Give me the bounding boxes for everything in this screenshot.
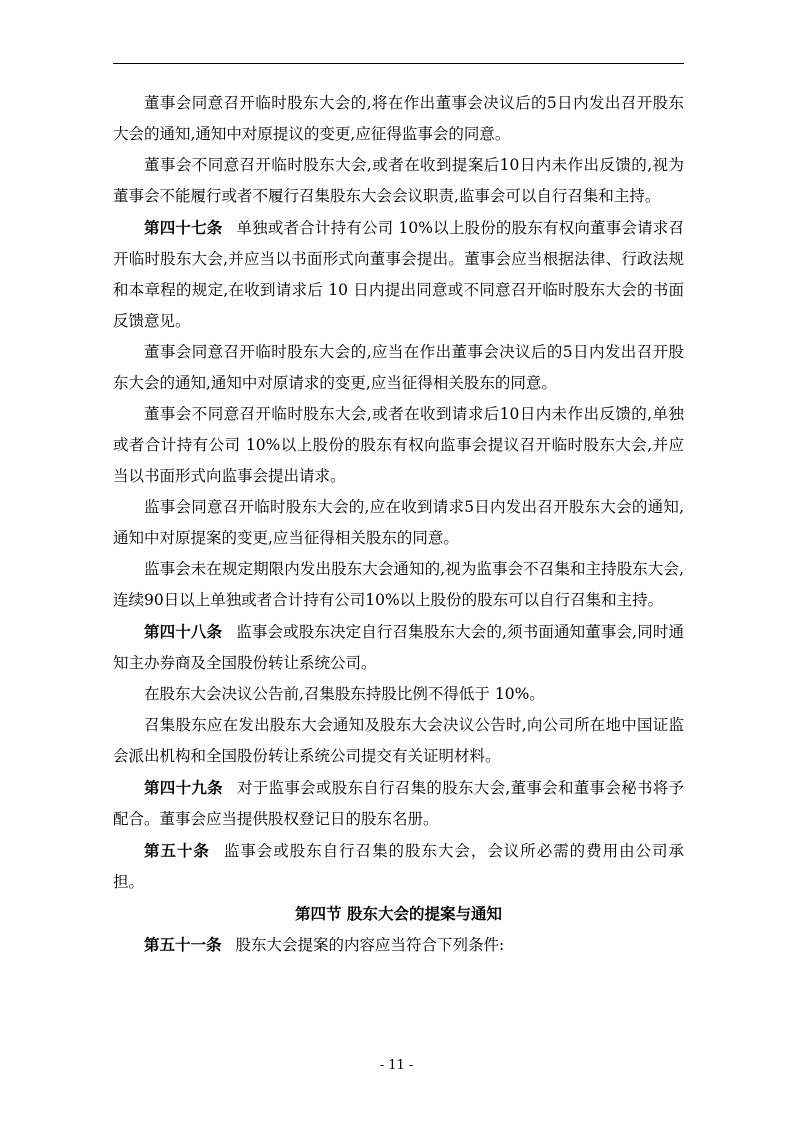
article-heading: 第四十九条 — [144, 778, 223, 797]
paragraph-7 — [113, 554, 684, 616]
article-heading: 第五十一条 — [144, 935, 222, 954]
paragraph-9 — [113, 679, 684, 710]
paragraph-text: 监事会未在规定期限内发出股东大会通知的,视为监事会不召集和主持股东大会,连续90日以上单独或者合计持有公司10%以上股份的股东可以自行召集和主持。 — [113, 560, 684, 609]
paragraph-text: 董事会不同意召开临时股东大会,或者在收到请求后10日内未作出反馈的,单独或者合计持有公司 10%以上股份的股东有权向监事会提议召开临时股东大会,并应当以书面形式向监事会提出请求。 — [113, 405, 684, 485]
paragraph-text: 监事会或股东决定自行召集股东大会的,须书面通知董事会,同时通知主办券商及全国股份转让系统公司。 — [113, 623, 684, 672]
paragraph-text: 股东大会提案的内容应当符合下列条件: — [235, 936, 505, 954]
header-rule — [113, 63, 684, 64]
document-body — [113, 88, 684, 961]
paragraph-4 — [113, 337, 684, 399]
paragraph-text: 召集股东应在发出股东大会通知及股东大会决议公告时,向公司所在地中国证监会派出机构和全国股份转让系统公司提交有关证明材料。 — [113, 716, 684, 765]
article-47 — [113, 212, 684, 337]
article-heading: 第五十条 — [144, 841, 210, 860]
paragraph-5 — [113, 399, 684, 492]
paragraph-text: 监事会或股东自行召集的股东大会，会议所必需的费用由公司承担。 — [113, 842, 684, 891]
article-heading: 第四十八条 — [144, 622, 223, 641]
article-49 — [113, 772, 684, 835]
article-heading: 第四十七条 — [144, 218, 223, 237]
section-title: 第四节 股东大会的提案与通知 — [295, 904, 502, 923]
paragraph-10 — [113, 710, 684, 772]
paragraph-6 — [113, 492, 684, 554]
paragraph-text: 对于监事会或股东自行召集的股东大会,董事会和董事会秘书将予配合。董事会应当提供股权登记日的股东名册。 — [113, 779, 684, 828]
article-50 — [113, 835, 684, 898]
article-48 — [113, 616, 684, 679]
paragraph-text: 董事会同意召开临时股东大会的,应当在作出董事会决议后的5日内发出召开股东大会的通知,通知中对原请求的变更,应当征得相关股东的同意。 — [113, 343, 684, 392]
paragraph-1 — [113, 88, 684, 150]
paragraph-text: 单独或者合计持有公司 10%以上股份的股东有权向董事会请求召开临时股东大会,并应当以书面形式向董事会提出。董事会应当根据法律、行政法规和本章程的规定,在收到请求后 10 日内提出同意或不同意召开临时股东大会的书面反馈意见。 — [113, 219, 684, 330]
paragraph-text: 在股东大会决议公告前,召集股东持股比例不得低于 10%。 — [144, 685, 545, 703]
paragraph-2 — [113, 150, 684, 212]
paragraph-text: 董事会不同意召开临时股东大会,或者在收到提案后10日内未作出反馈的,视为董事会不能履行或者不履行召集股东大会会议职责,监事会可以自行召集和主持。 — [113, 156, 684, 205]
paragraph-text: 董事会同意召开临时股东大会的,将在作出董事会决议后的5日内发出召开股东大会的通知,通知中对原提议的变更,应征得监事会的同意。 — [113, 94, 684, 143]
article-51 — [113, 929, 684, 961]
page-number: - 11 - — [379, 1058, 414, 1073]
paragraph-text: 监事会同意召开临时股东大会的,应在收到请求5日内发出召开股东大会的通知,通知中对原提案的变更,应当征得相关股东的同意。 — [113, 498, 684, 547]
